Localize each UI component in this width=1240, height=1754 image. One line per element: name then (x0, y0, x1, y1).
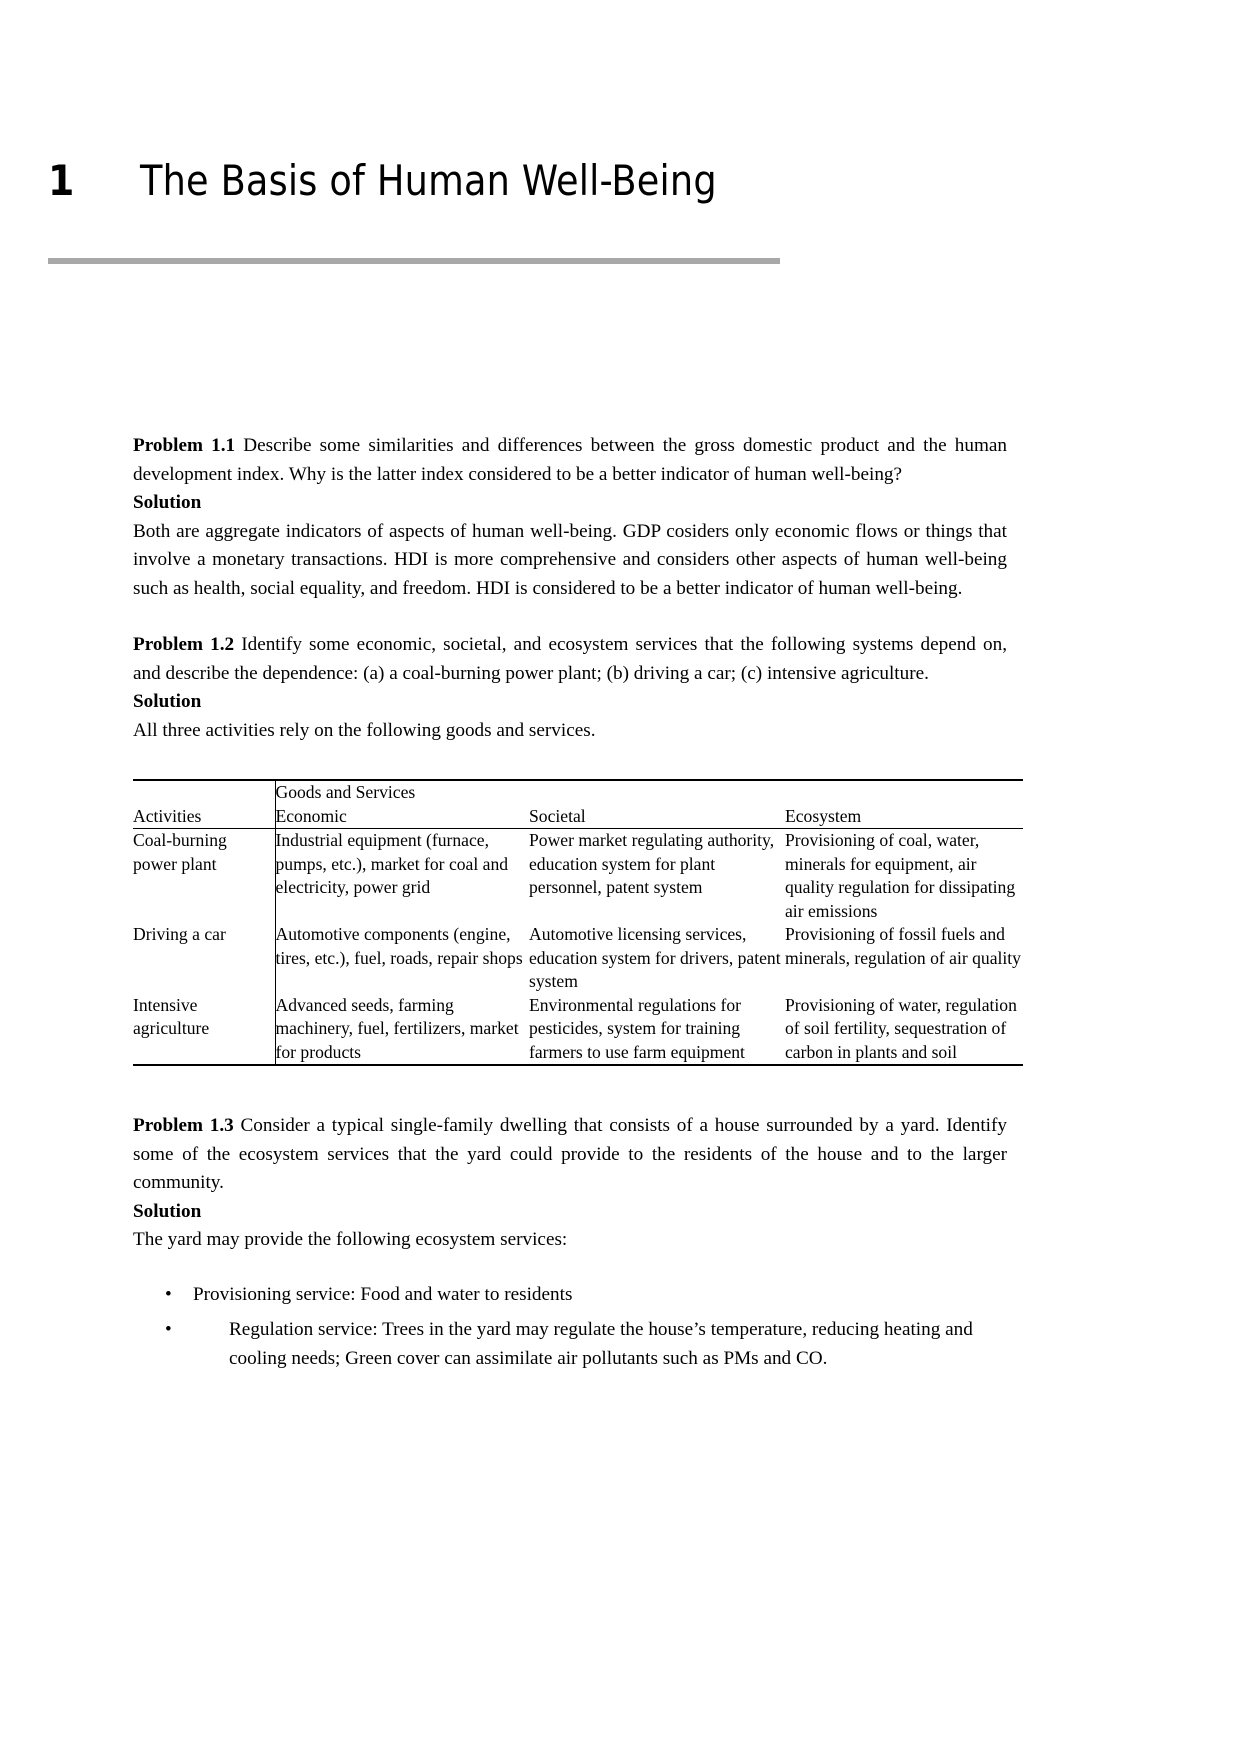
row-1-economic: Automotive components (engine, tires, etc.), fuel, roads, repair shops (275, 923, 529, 994)
row-2-activity: Intensive agriculture (133, 994, 257, 1066)
ecosystem-services-list (133, 1281, 1007, 1374)
row-2-societal: Environmental regulations for pesticides, system for training farmers to use farm equipment (529, 994, 785, 1066)
problem-1-1-text: Describe some similarities and differences between the gross domestic product and the human development index. Why is the latter index considered to be a better indicator of human well-being? (133, 435, 1007, 485)
table-body (133, 829, 1023, 1066)
spacer (133, 1066, 1007, 1112)
body-content (133, 432, 1021, 1380)
table-head (133, 780, 1023, 829)
problem-1-1-statement (133, 432, 1007, 489)
column-header-economic: Economic (275, 805, 529, 829)
row-0-ecosystem: Provisioning of coal, water, minerals for equipment, air quality regulation for dissipating air emissions (785, 829, 1023, 924)
list-item (165, 1316, 1007, 1373)
chapter-title: The Basis of Human Well-Being (140, 156, 717, 205)
table-column-header-row (133, 805, 1023, 829)
problem-1-3-label: Problem 1.3 (133, 1115, 234, 1136)
goods-and-services-table-wrapper (133, 779, 1021, 1066)
column-header-gap (257, 805, 275, 829)
row-1-ecosystem: Provisioning of fossil fuels and minerals, regulation of air quality (785, 924, 1021, 968)
row-0-economic: Industrial equipment (furnace, pumps, etc.), market for coal and electricity, power grid (275, 829, 529, 924)
spacer (133, 603, 1007, 631)
solution-1-1-label: Solution (133, 492, 202, 513)
row-0-societal: Power market regulating authority, education system for plant personnel, patent system (529, 829, 785, 924)
chapter-rule (48, 258, 780, 264)
list-item-text: Regulation service: Trees in the yard may regulate the house’s temperature, reducing heating and cooling needs; Green cover can assimilate air pollutants such as PMs and CO. (229, 1319, 973, 1369)
chapter-number: 1 (48, 156, 75, 205)
chapter-heading (48, 156, 1048, 205)
column-header-activities: Activities (133, 805, 202, 826)
problem-1-2-label: Problem 1.2 (133, 634, 235, 655)
solution-1-3-text: The yard may provide the following ecosystem services: (133, 1229, 568, 1250)
problem-1-3-text: Consider a typical single-family dwelling that consists of a house surrounded by a yard. Identify some of the ecosystem services that the yard could provide to the residents of the house and to the larger community. (133, 1115, 1007, 1193)
column-header-ecosystem: Ecosystem (785, 805, 862, 826)
problem-1-2-text: Identify some economic, societal, and ecosystem services that the following systems depend on, and describe the dependence: (a) a coal-burning power plant; (b) driving a car; (c) intensive agriculture. (133, 634, 1007, 684)
row-0-activity: Coal-burning power plant (133, 829, 257, 924)
list-item-text: Provisioning service: Food and water to residents (193, 1283, 573, 1305)
problem-1-1-label: Problem 1.1 (133, 435, 236, 456)
row-1-societal: Automotive licensing services, education system for drivers, patent system (529, 924, 781, 991)
solution-1-2-text: All three activities rely on the following goods and services. (133, 719, 596, 741)
row-1-gap (257, 923, 275, 994)
column-header-societal: Societal (529, 805, 586, 826)
row-1-activity: Driving a car (133, 924, 226, 944)
span-header-blank-activities (133, 780, 257, 805)
list-item (165, 1281, 1007, 1310)
solution-1-1-text: Both are aggregate indicators of aspects of human well-being. GDP cosiders only economic flows or things that involve a monetary transactions. HDI is more comprehensive and considers other aspects of human well-being such as health, social equality, and freedom. HDI is considered to be a better indicator of human well-being. (133, 520, 1007, 599)
problem-1-2-statement (133, 631, 1007, 688)
goods-and-services-table (133, 779, 1023, 1066)
span-header-gap (257, 780, 275, 805)
table-row (133, 923, 1023, 994)
bullet-icon: • (165, 1319, 172, 1340)
table-row (133, 994, 1023, 1066)
table-span-header-row (133, 780, 1023, 805)
solution-1-3-label: Solution (133, 1200, 202, 1222)
solution-1-2-label: Solution (133, 691, 202, 712)
row-2-gap (257, 994, 275, 1066)
row-0-gap (257, 829, 275, 924)
row-2-economic: Advanced seeds, farming machinery, fuel, fertilizers, market for products (275, 994, 529, 1066)
table-row (133, 829, 1023, 924)
row-2-ecosystem: Provisioning of water, regulation of soil fertility, sequestration of carbon in plants and soil (785, 994, 1023, 1066)
bullet-icon: • (165, 1283, 172, 1305)
problem-1-3-statement (133, 1112, 1007, 1198)
table-span-header: Goods and Services (275, 780, 1023, 805)
